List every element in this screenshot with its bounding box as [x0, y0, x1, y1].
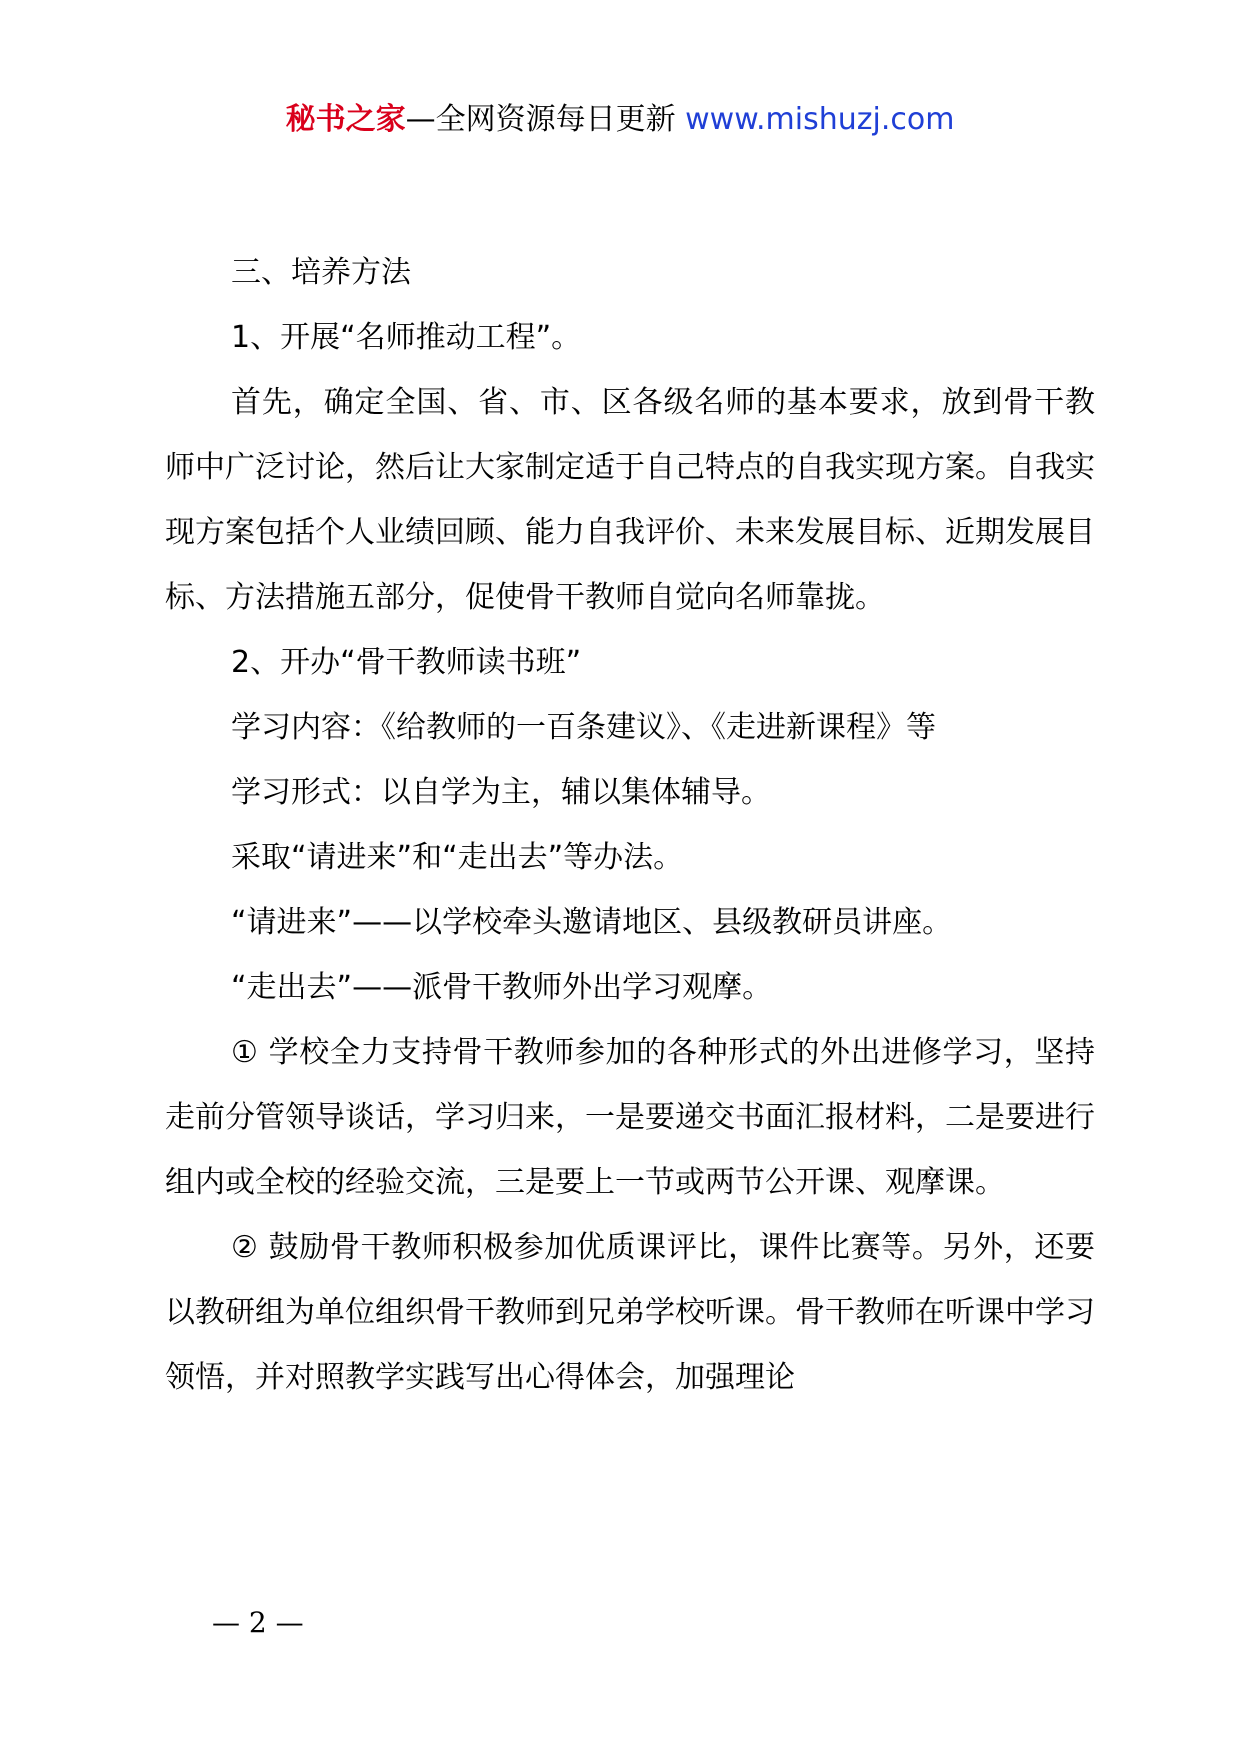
paragraph: 学习内容：《给教师的一百条建议》、《走进新课程》等 [231, 710, 936, 745]
paragraph: ② 鼓励骨干教师积极参加优质课评比，课件比赛等。另外，还要以教研组为单位组织骨干教师到兄弟学校听课。骨干教师在听课中学习领悟，并对照教学实践写出心得体会，加强理论 [165, 1230, 1095, 1395]
header-tagline: —全网资源每日更新 [405, 102, 676, 137]
paragraph: “走出去”——派骨干教师外出学习观摩。 [231, 970, 773, 1005]
section-heading: 三、培养方法 [231, 255, 411, 290]
paragraph: ① 学校全力支持骨干教师参加的各种形式的外出进修学习，坚持走前分管领导谈话，学习归来，一是要递交书面汇报材料，二是要进行组内或全校的经验交流，三是要上一节或两节公开课、观摩课。 [165, 1035, 1095, 1200]
page-number: — 2 — [212, 1606, 304, 1639]
document-header [0, 100, 1240, 140]
paragraph: 首先，确定全国、省、市、区各级名师的基本要求，放到骨干教师中广泛讨论，然后让大家制定适于自己特点的自我实现方案。自我实现方案包括个人业绩回顾、能力自我评价、未来发展目标、近期发展目标、方法措施五部分，促使骨干教师自觉向名师靠拢。 [165, 385, 1095, 615]
subheading-1: 1、开展“名师推动工程”。 [231, 320, 582, 355]
paragraph: “请进来”——以学校牵头邀请地区、县级教研员讲座。 [231, 905, 953, 940]
document-body [165, 240, 1095, 1410]
header-brand: 秘书之家 [285, 102, 406, 137]
header-site-link[interactable]: www.mishuzj.com [685, 102, 955, 137]
subheading-2: 2、开办“骨干教师读书班” [231, 645, 582, 680]
paragraph: 采取“请进来”和“走出去”等办法。 [231, 840, 684, 875]
paragraph: 学习形式：以自学为主，辅以集体辅导。 [231, 775, 771, 810]
